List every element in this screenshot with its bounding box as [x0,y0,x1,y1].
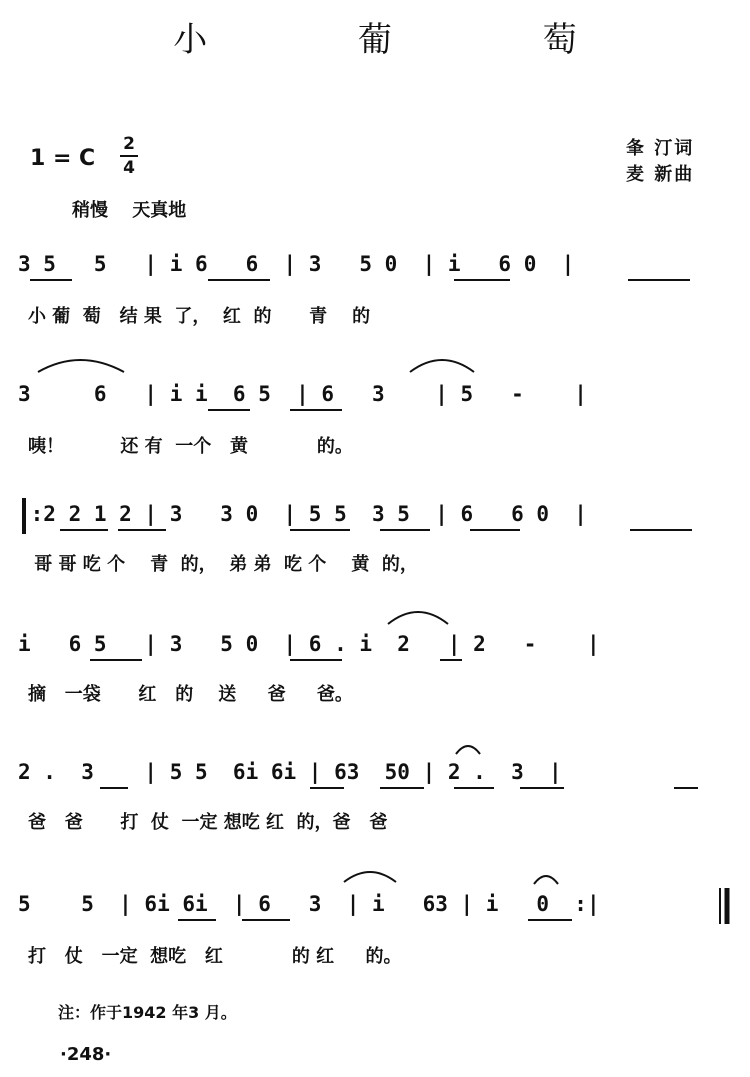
slur-mark [534,876,558,884]
lyrics-row-6: 打 仗 一定 想吃 红 的 红 的。 [28,946,402,967]
composer-credit: 麦 新曲 [626,164,695,185]
song-title: 小 葡 萄 [173,20,647,60]
lyrics-row-4: 摘 一袋 红 的 送 爸 爸。 [28,684,353,705]
lyricist-credit: 夆 汀词 [626,138,695,159]
tempo-marking: 稍慢 天真地 [72,200,187,221]
slur-mark [38,360,124,372]
notation-row-4: i 6 5 | 3 5 0 | 6 . i 2 | 2 - | [18,632,600,656]
notation-row-6: 5 5 | 6i 6i | 6 3 | i 63 | i 0 :| [18,892,600,916]
footnote: 注：作于1942 年3 月。 [58,1003,237,1022]
notation-row-1: 3 5 5 | i 6 6 | 3 5 0 | i 6 0 | [18,252,575,276]
lyrics-row-2: 咦！ 还 有 一个 黄 的。 [28,436,353,457]
notation-row-2: 3 6 | i i 6 5 | 6 3 | 5 - | [18,382,587,406]
notation-row-5: 2 . 3 | 5 5 6i 6i | 63 50 | 2 . 3 | [18,760,562,784]
page-number: ·248· [60,1044,112,1065]
lyrics-row-1: 小 葡 萄 结 果 了， 红 的 青 的 [28,306,371,327]
lyrics-row-5: 爸 爸 打 仗 一定 想吃 红 的，爸 爸 [28,812,388,833]
key-signature: 1 = C [30,146,96,171]
slur-mark [410,360,474,372]
lyrics-row-3: 哥 哥 吃 个 青 的， 弟 弟 吃 个 黄 的， [28,554,418,575]
slur-mark [344,872,396,882]
time-signature-bottom: 4 [123,158,135,178]
time-signature-top: 2 [123,134,135,154]
slur-mark [388,612,448,624]
notation-row-3: |:2 2 1 2 | 3 3 0 | 5 5 3 5 | 6 6 0 | [18,502,587,526]
fermata-mark [456,746,480,754]
